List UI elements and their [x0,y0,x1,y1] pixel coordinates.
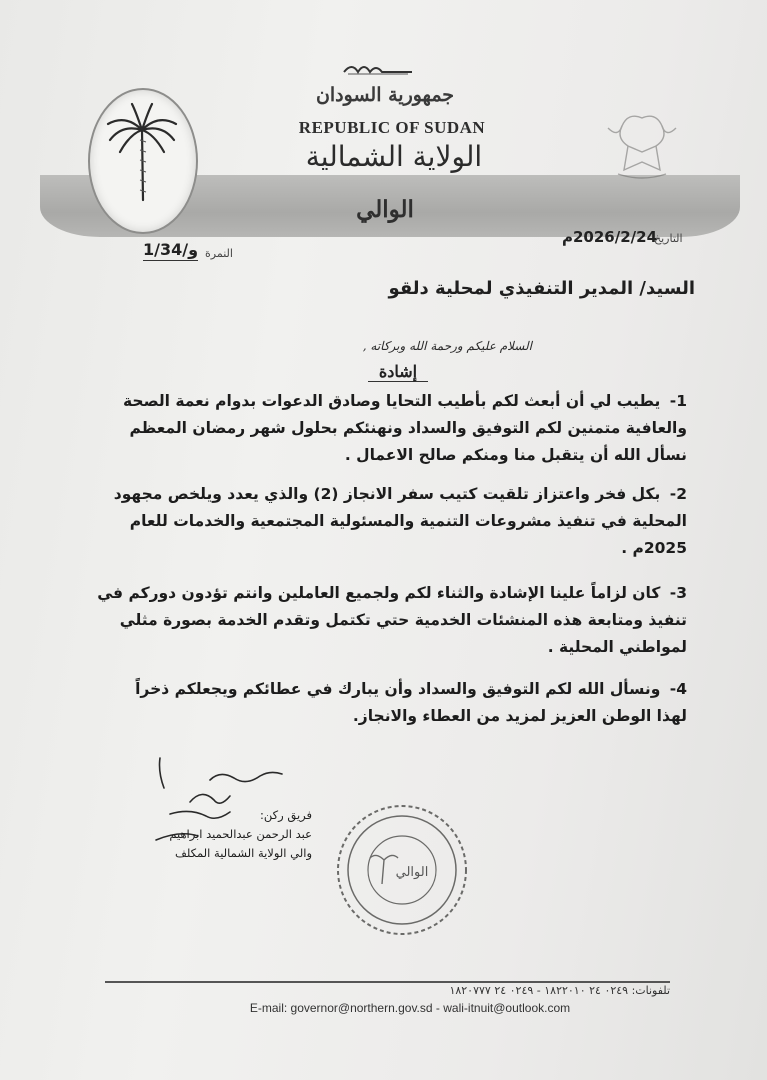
paragraph-line: لمواطني المحلية . [547,638,687,656]
addressee: السيد/ المدير التنفيذي لمحلية دلقو [388,278,695,299]
date-label: التاريخ [654,232,683,245]
country-name-english: REPUBLIC OF SUDAN [298,118,486,137]
signatory-title: والي الولاية الشمالية المكلف [174,846,312,860]
subject-heading: إشادة [368,362,428,382]
country-name-arabic: جمهورية السودان [315,84,455,106]
signatory-name: عبد الرحمن عبدالحميد ابراهيم [169,827,312,841]
paragraph-line: والعافية متمنين لكم التوفيق والسداد ونهنئكم بحلول شهر رمضان المعظم [129,419,687,437]
paragraph-line: 1- يطيب لي أن أبعث لكم بأطيب التحايا وصادق الدعوات بدوام نعمة الصحة [123,392,687,410]
paragraph-line: 2- بكل فخر واعتزاز تلقيت كتيب سفر الانجاز (2) والذي يعدد ويلخص مجهود [113,485,687,503]
office-title: الوالي [356,196,414,223]
paragraph-number: 3- [669,584,687,602]
paragraph-1 [87,388,687,469]
state-name: الولاية الشمالية [305,140,483,173]
paragraph-line: المحلية في تنفيذ مشروعات التنمية والمسئولية المجتمعية والخدمات للعام [129,512,687,530]
sudan-emblem-icon [598,108,686,186]
greeting: السلام عليكم ورحمة الله وبركاته , [362,339,532,353]
paragraph-number: 1- [669,392,687,410]
paragraph-line: تنفيذ ومتابعة هذه المنشئات الخدمية حتي تكتمل وتقدم الخدمة بصورة مثلي [119,611,687,629]
paragraph-line: لهذا الوطن العزيز لمزيد من العطاء والانجاز. [352,707,687,725]
footer-phones: تلفونات: ٠٢٤٩ ٢٤ ١٨٢٢٠١٠ - ٠٢٤٩ ٢٤ ١٨٢٠٧٧٧ [449,984,670,997]
paragraph-line: نسأل الله أن يتقبل منا ومنكم صالح الاعمال . [344,446,687,464]
reference-label: النمرة [205,247,233,260]
footer-divider [105,981,670,983]
paragraph-line: 3- كان لزاماً علينا الإشادة والثناء لكم ولجميع العاملين وانتم تؤدون دوركم في [97,584,687,602]
date-value: 2026/2/24م [562,228,658,246]
paragraph-line: 2025م . [621,539,687,557]
paragraph-line: 4- ونسأل الله لكم التوفيق والسداد وأن يبارك في عطائكم ويجعلكم ذخراً [135,680,687,698]
signature-block [132,806,312,863]
paragraph-number: 4- [669,680,687,698]
calligraphy-ornament [342,58,414,78]
reference-number: 1/و/34 [143,240,199,259]
paragraph-3 [87,580,687,661]
footer-email: E-mail: governor@northern.gov.sd - wali-itnuit@outlook.com [249,1001,571,1015]
paragraph-2 [87,481,687,562]
signatory-rank: فريق ركن: [260,808,312,822]
paragraph-4 [87,676,687,730]
palm-tree-logo [102,100,182,204]
seal-text: الوالي [395,865,429,880]
official-seal [332,800,472,940]
paragraph-number: 2- [669,485,687,503]
